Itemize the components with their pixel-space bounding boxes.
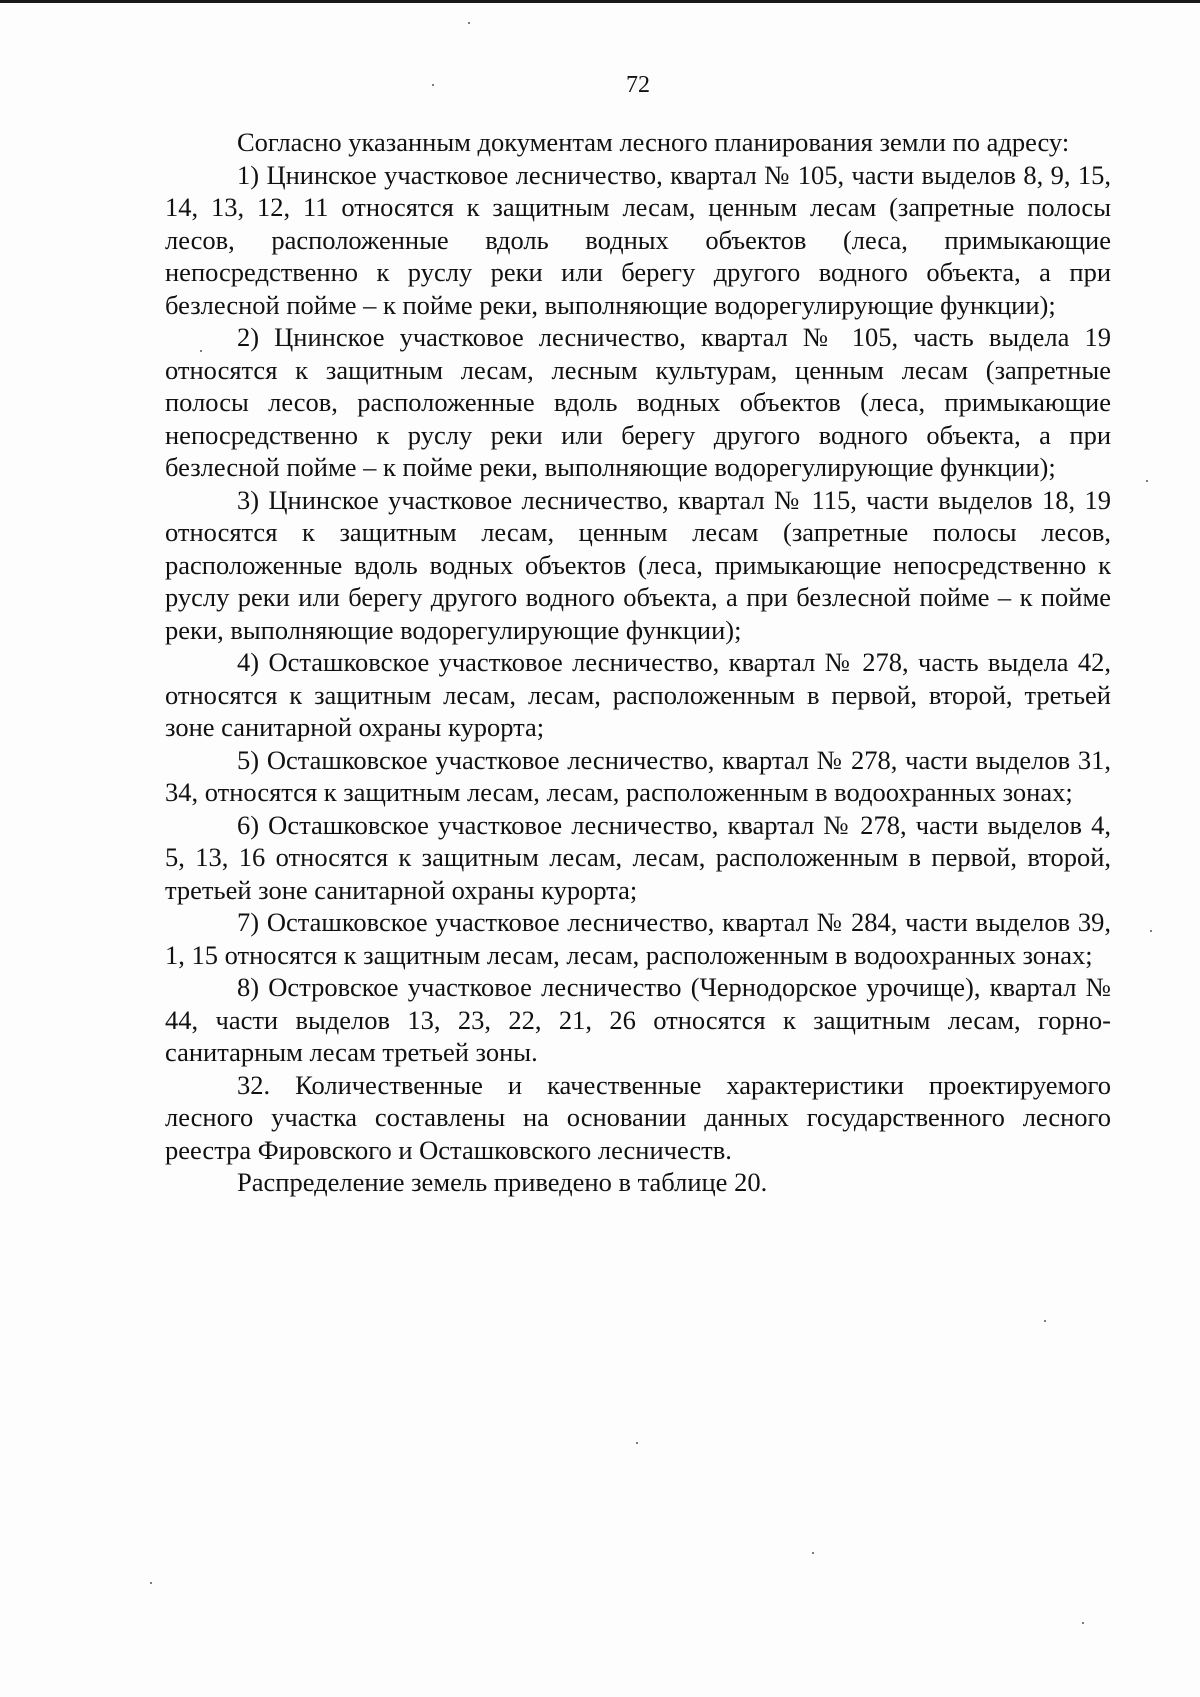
list-item-2: 2) Цнинское участковое лесничество, квартал № 105, часть выдела 19 относятся к защитным лесам, лесным культурам, ценным лесам (запретные полосы лесов, расположенные вдоль водных объектов (леса, примыкающие непосредственно к руслу реки или берегу другого водного объекта, а при безлесной пойме – к пойме реки, выполняющие водорегулирующие функции); [165, 322, 1111, 482]
scan-speck [1044, 1320, 1046, 1322]
list-item-8: 8) Островское участковое лесничество (Чернодорское урочище), квартал № 44, части выделов 13, 23, 22, 21, 26 относятся к защитным лесам, горно-санитарным лесам третьей зоны. [165, 972, 1111, 1067]
scan-speck [150, 1582, 152, 1584]
scan-speck [1150, 930, 1152, 932]
page-top-edge [0, 0, 1200, 3]
scan-speck [1082, 1622, 1084, 1624]
intro-paragraph: Согласно указанным документам лесного планирования земли по адресу: [237, 127, 1070, 157]
scan-speck [1146, 480, 1148, 482]
list-item-1: 1) Цнинское участковое лесничество, квартал № 105, части выделов 8, 9, 15, 14, 13, 12, 11 относятся к защитным лесам, ценным лесам (запретные полосы лесов, расположенные вдоль водных объектов (леса, примыкающие непосредственно к руслу реки или берегу другого водного объекта, а при безлесной пойме – к пойме реки, выполняющие водорегулирующие функции); [165, 159, 1111, 320]
scan-speck [812, 1552, 814, 1554]
scan-speck [432, 84, 434, 86]
document-body [165, 126, 1111, 1199]
list-item-7: 7) Осташковское участковое лесничество, квартал № 284, части выделов 39, 1, 15 относятся к защитным лесам, лесам, расположенным в водоохранных зонах; [165, 907, 1111, 970]
list-item-6: 6) Осташковское участковое лесничество, квартал № 278, части выделов 4, 5, 13, 16 относятся к защитным лесам, лесам, расположенным в первой, второй, третьей зоне санитарной охраны курорта; [165, 809, 1111, 905]
list-item-5: 5) Осташковское участковое лесничество, квартал № 278, части выделов 31, 34, относятся к защитным лесам, лесам, расположенным в водоохранных зонах; [165, 744, 1111, 807]
list-item-4: 4) Осташковское участковое лесничество, квартал № 278, часть выдела 42, относятся к защитным лесам, лесам, расположенным в первой, второй, третьей зоне санитарной охраны курорта; [165, 647, 1111, 742]
scan-speck [636, 1442, 638, 1444]
scan-speck [200, 350, 202, 352]
scan-speck [468, 22, 470, 24]
list-item-3: 3) Цнинское участковое лесничество, квартал № 115, части выделов 18, 19 относятся к защитным лесам, ценным лесам (запретные полосы лесов, расположенные вдоль водных объектов (леса, примыкающие непосредственно к руслу реки или берегу другого водного объекта, а при безлесной пойме – к пойме реки, выполняющие водорегулирующие функции); [165, 484, 1111, 645]
page-number: 72 [626, 72, 650, 98]
table-reference-paragraph: Распределение земель приведено в таблице 20. [237, 1167, 768, 1197]
section-32-paragraph: 32. Количественные и качественные характеристики проектируемого лесного участка составлены на основании данных государственного лесного реестра Фировского и Осташковского лесничеств. [165, 1069, 1111, 1165]
